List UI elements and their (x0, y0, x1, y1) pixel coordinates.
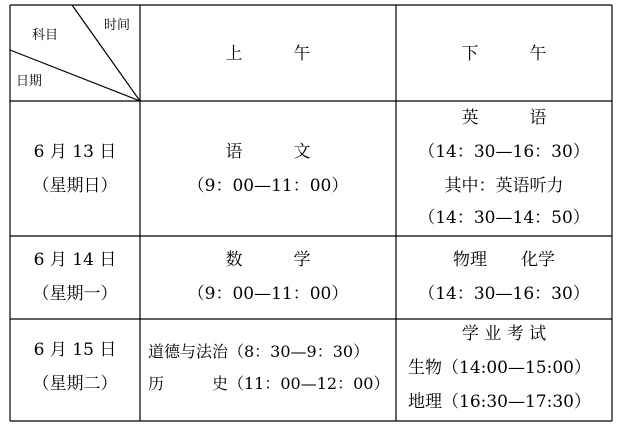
row3-weekday: （星期二） (32, 374, 118, 394)
row3-afternoon-biology: 生物（14:00—15:00） (408, 358, 591, 378)
row2-morning-subject: 数 学 (225, 250, 311, 270)
row3-morning-line2: 历 史（11：00—12：00） (148, 374, 390, 393)
row1-afternoon-subject: 英 语 (461, 108, 547, 128)
row1-weekday: （星期日） (32, 176, 118, 196)
row2-date: 6 月 14 日 (33, 250, 117, 270)
row1-morning-time: （9：00—11：00） (187, 176, 349, 196)
row2-afternoon-time: （14：30—16：30） (418, 284, 590, 304)
row1-afternoon-listening-time: （14：30—14：50） (418, 208, 590, 228)
corner-time-label: 时间 (104, 18, 131, 33)
row1-date: 6 月 13 日 (33, 142, 117, 162)
row1-afternoon-listening: 其中：英语听力 (444, 176, 564, 196)
row1-afternoon-time: （14：30—16：30） (418, 142, 590, 162)
row3-afternoon-geography: 地理（16:30—17:30） (408, 392, 591, 412)
row2-morning-time: （9：00—11：00） (187, 284, 349, 304)
row3-afternoon-heading: 学 业 考 试 (461, 324, 547, 344)
row1-morning-subject: 语 文 (225, 142, 311, 162)
row3-morning-line1: 道德与法治（8：30—9：30） (148, 342, 370, 361)
corner-subject-label: 科目 (32, 28, 59, 43)
row2-weekday: （星期一） (32, 284, 118, 304)
corner-date-label: 日期 (16, 74, 43, 89)
row2-afternoon-subject: 物理 化学 (453, 250, 555, 270)
header-afternoon: 下 午 (461, 44, 547, 64)
row3-date: 6 月 15 日 (33, 340, 117, 360)
header-morning: 上 午 (225, 44, 311, 64)
